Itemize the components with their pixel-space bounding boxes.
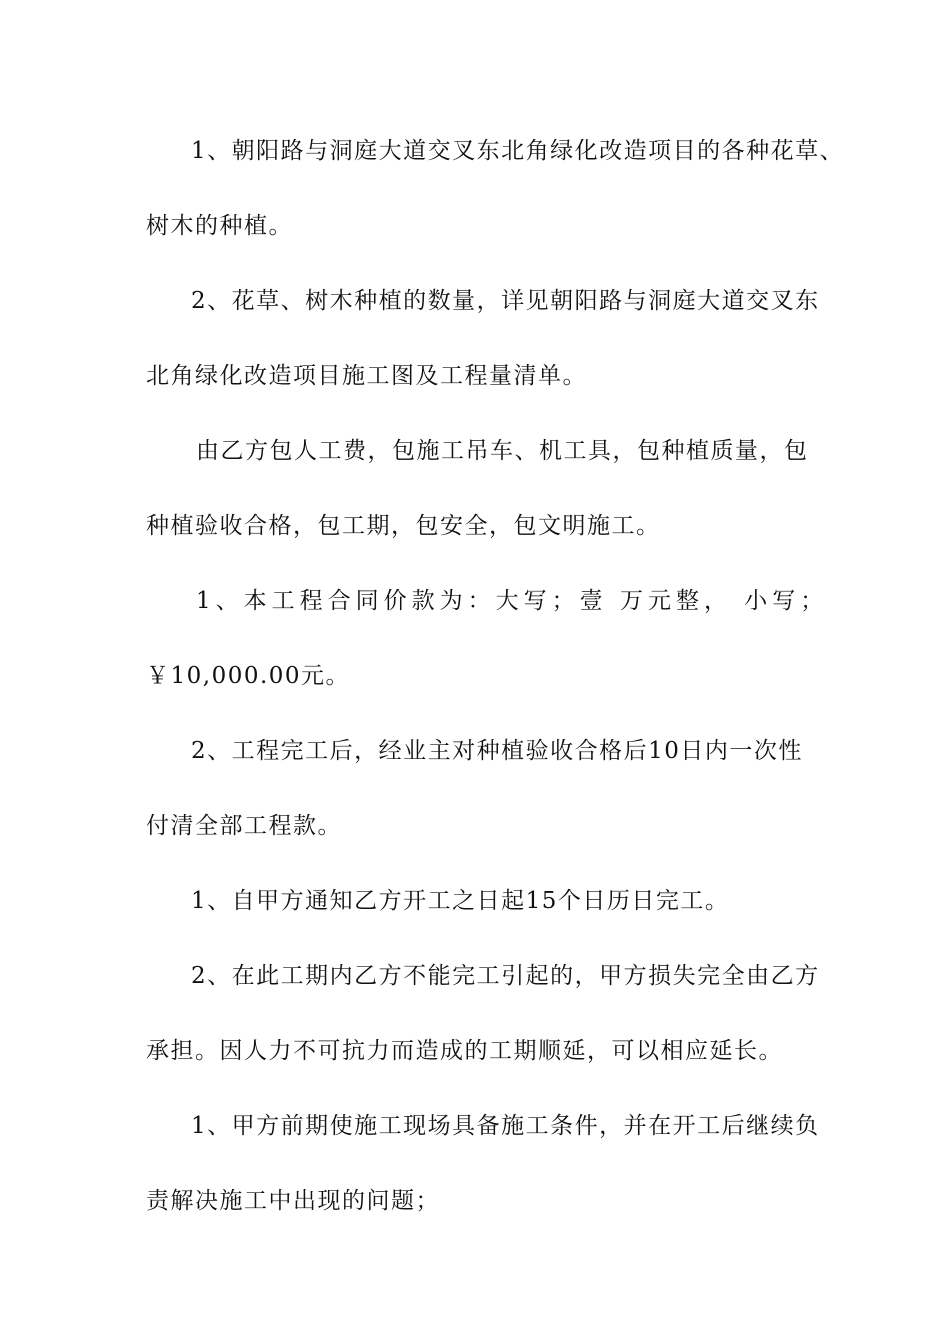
paragraph-1-line-1: 1、朝阳路与洞庭大道交叉东北角绿化改造项目的各种花草、 — [191, 138, 845, 164]
paragraph-8-line-2: 责解决施工中出现的问题； — [146, 1188, 440, 1214]
paragraph-4-line-2: ￥10,000.00元。 — [146, 663, 351, 689]
paragraph-8-line-1: 1、甲方前期使施工现场具备施工条件，并在开工后继续负 — [191, 1113, 820, 1139]
paragraph-1-line-2: 树木的种植。 — [146, 213, 293, 239]
paragraph-5-line-1: 2、工程完工后，经业主对种植验收合格后10日内一次性 — [191, 738, 803, 764]
paragraph-7-line-2: 承担。因人力不可抗力而造成的工期顺延，可以相应延长。 — [146, 1038, 783, 1064]
paragraph-7-line-1: 2、在此工期内乙方不能完工引起的，甲方损失完全由乙方 — [191, 963, 820, 989]
paragraph-3-line-1: 由乙方包人工费，包施工吊车、机工具，包种植质量，包 — [196, 438, 809, 464]
paragraph-6-line-1: 1、自甲方通知乙方开工之日起15个日历日完工。 — [191, 888, 730, 914]
paragraph-2-line-1: 2、花草、树木种植的数量，详见朝阳路与洞庭大道交叉东 — [191, 288, 820, 314]
paragraph-2-line-2: 北角绿化改造项目施工图及工程量清单。 — [146, 363, 587, 389]
paragraph-5-line-2: 付清全部工程款。 — [146, 813, 342, 839]
paragraph-4-line-1: 1、本工程合同价款为：大写；壹 万元整， 小写； — [196, 588, 829, 614]
paragraph-3-line-2: 种植验收合格，包工期，包安全，包文明施工。 — [146, 513, 661, 539]
